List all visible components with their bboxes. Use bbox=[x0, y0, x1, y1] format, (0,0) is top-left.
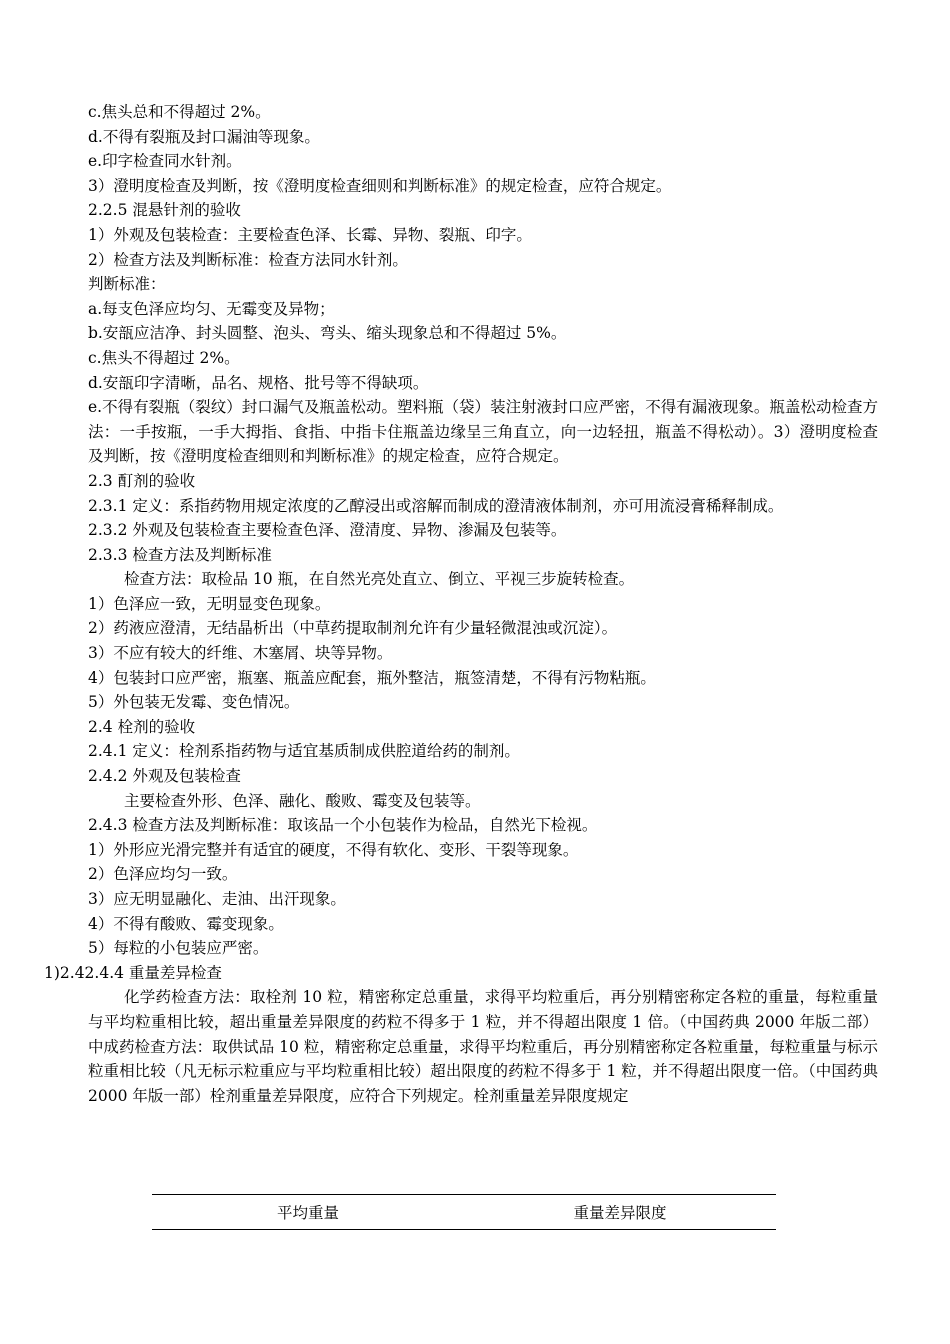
paragraph: 2.3.2 外观及包装检查主要检查色泽、澄清度、异物、渗漏及包装等。 bbox=[88, 521, 567, 540]
paragraph: 3）澄明度检查及判断，按《澄明度检查细则和判断标准》的规定检查，应符合规定。 bbox=[88, 176, 672, 195]
paragraph: 检查方法：取检品 10 瓶，在自然光亮处直立、倒立、平视三步旋转检查。 bbox=[124, 570, 635, 589]
paragraph: 1）外观及包装检查：主要检查色泽、长霉、异物、裂瓶、印字。 bbox=[88, 225, 532, 244]
paragraph: d.不得有裂瓶及封口漏油等现象。 bbox=[88, 127, 320, 146]
paragraph: 2.4.3 检查方法及判断标准：取该品一个小包装作为检品，自然光下检视。 bbox=[88, 816, 598, 835]
paragraph: 3）应无明显融化、走油、出汗现象。 bbox=[88, 890, 346, 908]
paragraph: 主要检查外形、色泽、融化、酸败、霉变及包装等。 bbox=[124, 791, 481, 810]
paragraph: a.每支色泽应均匀、无霉变及异物； bbox=[88, 299, 335, 318]
paragraph: 2.2.5 混悬针剂的验收 bbox=[88, 201, 241, 220]
document-body bbox=[44, 100, 878, 1108]
paragraph: 2.4 栓剂的验收 bbox=[88, 717, 196, 736]
paragraph: 2）检查方法及判断标准：检查方法同水针剂。 bbox=[88, 250, 408, 269]
paragraph: 1)2.42.4.4 重量差异检查 bbox=[44, 963, 222, 982]
paragraph: 2）色泽应均匀一致。 bbox=[88, 865, 238, 884]
paragraph: 2.4.1 定义：栓剂系指药物与适宜基质制成供腔道给药的制剂。 bbox=[88, 742, 520, 761]
paragraph: 1）外形应光滑完整并有适宜的硬度，不得有软化、变形、干裂等现象。 bbox=[88, 840, 579, 859]
paragraph: e.不得有裂瓶（裂纹）封口漏气及瓶盖松动。塑料瓶（袋）装注射液封口应严密，不得有漏液现象。瓶盖松动检查方法：一手按瓶，一手大拇指、食指、中指卡住瓶盖边缘呈三角直立，向一边轻扭，瓶盖不得松动）。3）澄明度检查及判断，按《澄明度检查细则和判断标准》的规定检查，应符合规定。 bbox=[88, 398, 878, 466]
paragraph: 2）药液应澄清，无结晶析出（中草药提取制剂允许有少量轻微混浊或沉淀）。 bbox=[88, 619, 618, 638]
paragraph: 2.3 酊剂的验收 bbox=[88, 471, 196, 490]
paragraph: d.安瓿印字清晰，品名、规格、批号等不得缺项。 bbox=[88, 373, 429, 392]
table-header-variance-limit: 重量差异限度 bbox=[464, 1195, 776, 1230]
paragraph: 5）每粒的小包装应严密。 bbox=[88, 939, 269, 958]
paragraph: 3）不应有较大的纤维、木塞屑、块等异物。 bbox=[88, 644, 393, 663]
paragraph: 5）外包装无发霉、变色情况。 bbox=[88, 693, 300, 712]
paragraph: c.焦头总和不得超过 2%。 bbox=[88, 103, 271, 121]
table-header-average-weight: 平均重量 bbox=[152, 1195, 464, 1230]
paragraph: 判断标准： bbox=[88, 275, 166, 294]
paragraph: e.印字检查同水针剂。 bbox=[88, 152, 242, 171]
table-header-row bbox=[152, 1195, 776, 1230]
paragraph: 2.3.1 定义：系指药物用规定浓度的乙醇浸出或溶解而制成的澄清液体制剂，亦可用流浸膏稀释制成。 bbox=[88, 496, 784, 515]
paragraph: c.焦头不得超过 2%。 bbox=[88, 348, 240, 367]
paragraph: 4）包装封口应严密，瓶塞、瓶盖应配套，瓶外整洁，瓶签清楚，不得有污物粘瓶。 bbox=[88, 668, 656, 687]
paragraph: 化学药检查方法：取栓剂 10 粒，精密称定总重量，求得平均粒重后，再分别精密称定各粒的重量，每粒重量与平均粒重相比较，超出重量差异限度的药粒不得多于 1 粒，并不得超出限度 1 倍。（中国药典 2000 年版二部）中成药检查方法：取供试品 10 粒，精密称定总重量，求得平均粒重后，再分别精密称定各粒重量，每粒重量与标示粒重相比较（凡无标示粒重应与平均粒重相比较）超出限度的药粒不得多于 1 粒，并不得超出限度一倍。（中国药典 2000 年版一部）栓剂重量差异限度，应符合下列规定。栓剂重量差异限度规定 bbox=[88, 988, 878, 1105]
paragraph: 2.3.3 检查方法及判断标准 bbox=[88, 545, 272, 564]
weight-variance-table bbox=[152, 1194, 776, 1230]
paragraph: 2.4.2 外观及包装检查 bbox=[88, 767, 241, 786]
paragraph: 1）色泽应一致，无明显变色现象。 bbox=[88, 594, 331, 613]
paragraph: 4）不得有酸败、霉变现象。 bbox=[88, 914, 284, 933]
paragraph: b.安瓿应洁净、封头圆整、泡头、弯头、缩头现象总和不得超过 5%。 bbox=[88, 324, 567, 343]
